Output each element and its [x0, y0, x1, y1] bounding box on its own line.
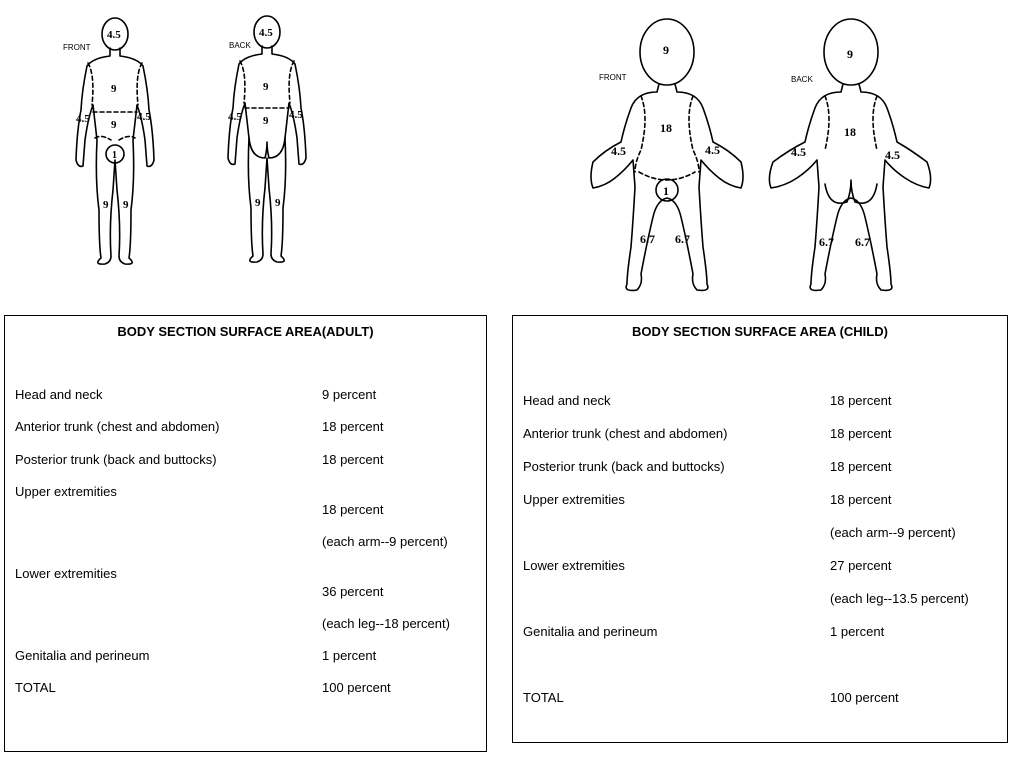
child-front-arm-right-value: 4.5 — [611, 144, 626, 158]
adult-row-label: Upper extremities — [15, 484, 117, 499]
child-table-title: BODY SECTION SURFACE AREA (CHILD) — [632, 324, 888, 339]
adult-row-label: Anterior trunk (chest and abdomen) — [15, 419, 220, 434]
child-row-label: Lower extremities — [523, 558, 625, 573]
child-back-trunk-value: 18 — [844, 125, 856, 139]
adult-back-label: BACK — [229, 41, 251, 50]
adult-row-label: Posterior trunk (back and buttocks) — [15, 452, 217, 467]
adult-front-arm-left-value: 4.5 — [137, 111, 151, 123]
child-row-label: Posterior trunk (back and buttocks) — [523, 459, 725, 474]
adult-row-value: 18 percent — [322, 419, 384, 434]
child-buttocks-line — [825, 180, 877, 203]
adult-buttocks-line — [249, 138, 285, 158]
child-row-note: (each arm--9 percent) — [830, 525, 956, 540]
adult-back-leg-right-value: 9 — [275, 197, 281, 209]
child-row-value: 18 percent — [830, 426, 892, 441]
child-row-label: Anterior trunk (chest and abdomen) — [523, 426, 728, 441]
child-row-note: (each leg--13.5 percent) — [830, 591, 969, 606]
child-row-value: 18 percent — [830, 393, 892, 408]
child-row-label: Genitalia and perineum — [523, 624, 658, 639]
adult-front-arm-right-value: 4.5 — [76, 113, 90, 125]
adult-back-head-value: 4.5 — [259, 27, 273, 39]
child-back-leg-right-value: 6.7 — [855, 235, 870, 249]
adult-front-leg-left-value: 9 — [123, 199, 129, 211]
adult-front-abdomen-value: 9 — [111, 119, 117, 131]
adult-body-diagram — [55, 10, 325, 272]
adult-back-leg-left-value: 9 — [255, 197, 261, 209]
child-front-genital-value: 1 — [663, 184, 669, 198]
adult-row-value: 1 percent — [322, 648, 377, 663]
adult-front-head-value: 4.5 — [107, 29, 121, 41]
child-back-label: BACK — [791, 75, 813, 84]
adult-row-label: Head and neck — [15, 387, 103, 402]
child-row-label: Head and neck — [523, 393, 611, 408]
child-front-trunk-value: 18 — [660, 121, 672, 135]
child-back-divisions — [825, 96, 877, 150]
adult-front-label: FRONT — [63, 43, 91, 52]
adult-front-leg-right-value: 9 — [103, 199, 109, 211]
adult-row-label: Genitalia and perineum — [15, 648, 150, 663]
child-body-figures — [585, 12, 945, 307]
adult-total-label: TOTAL — [15, 680, 56, 695]
adult-front-genital-value: 1 — [112, 150, 117, 161]
adult-front-chest-value: 9 — [111, 83, 117, 95]
adult-total-value: 100 percent — [322, 680, 391, 695]
adult-back-upper-value: 9 — [263, 81, 269, 93]
child-back-leg-left-value: 6.7 — [819, 235, 834, 249]
adult-back-outline — [228, 16, 306, 262]
adult-row-value: 18 percent — [322, 452, 384, 467]
child-front-label: FRONT — [599, 73, 627, 82]
adult-back-arm-right-value: 4.5 — [289, 109, 303, 121]
adult-row-value: 36 percent — [322, 584, 384, 599]
child-row-value: 1 percent — [830, 624, 885, 639]
child-back-head-value: 9 — [847, 47, 853, 61]
adult-row-note: (each leg--18 percent) — [322, 616, 450, 631]
child-back-arm-left-value: 4.5 — [791, 145, 806, 159]
adult-body-figures — [55, 10, 325, 272]
adult-row-label: Lower extremities — [15, 566, 117, 581]
child-total-label: TOTAL — [523, 690, 564, 705]
adult-front-outline — [76, 18, 154, 264]
child-row-value: 18 percent — [830, 492, 892, 507]
child-row-value: 18 percent — [830, 459, 892, 474]
child-front-head-value: 9 — [663, 43, 669, 57]
child-body-diagram — [585, 12, 945, 307]
adult-back-arm-left-value: 4.5 — [228, 111, 242, 123]
child-front-divisions — [635, 96, 699, 180]
child-back-arm-right-value: 4.5 — [885, 148, 900, 162]
child-row-value: 27 percent — [830, 558, 892, 573]
adult-row-value: 9 percent — [322, 387, 377, 402]
adult-surface-area-table — [4, 315, 487, 752]
child-row-label: Upper extremities — [523, 492, 625, 507]
child-total-value: 100 percent — [830, 690, 899, 705]
adult-back-lower-value: 9 — [263, 115, 269, 127]
adult-row-value: 18 percent — [322, 502, 384, 517]
adult-table-title: BODY SECTION SURFACE AREA(ADULT) — [117, 324, 374, 339]
child-front-arm-left-value: 4.5 — [705, 143, 720, 157]
child-front-leg-left-value: 6.7 — [675, 232, 690, 246]
child-front-leg-right-value: 6.7 — [640, 232, 655, 246]
child-surface-area-table — [512, 315, 1008, 743]
adult-row-note: (each arm--9 percent) — [322, 534, 448, 549]
